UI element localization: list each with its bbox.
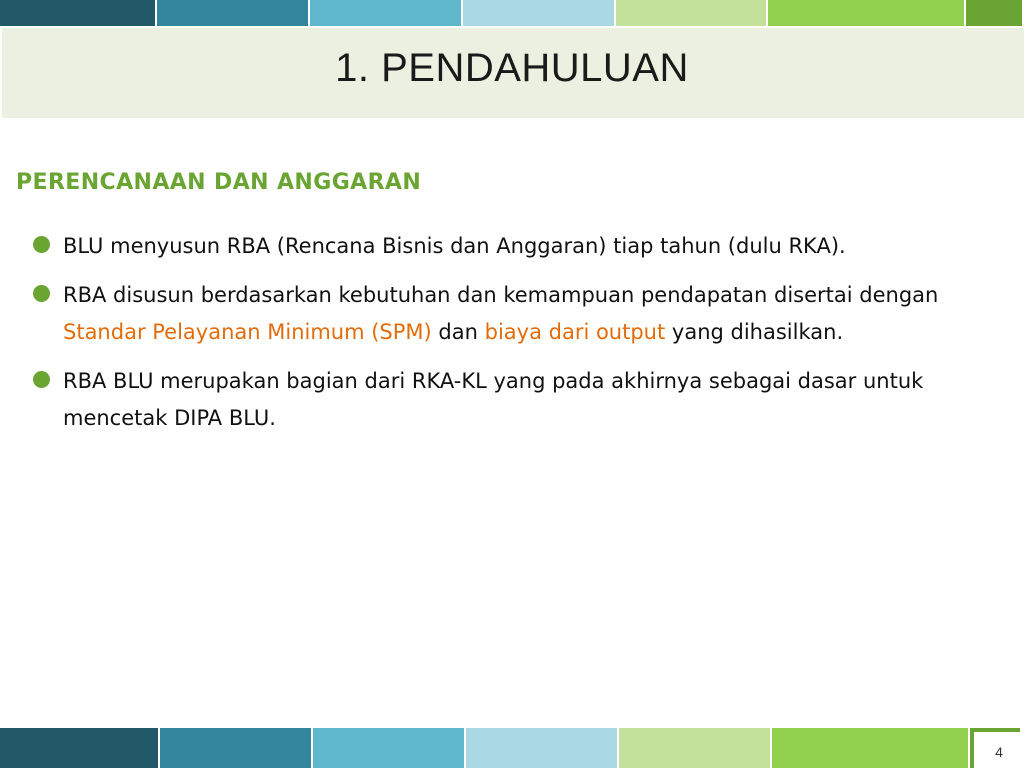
highlight-output-cost: biaya dari output [484, 320, 666, 344]
band-segment [616, 0, 766, 26]
bullet-item [32, 277, 962, 351]
bullet-item [32, 228, 962, 265]
bullet-list [32, 228, 962, 449]
band-segment [466, 728, 617, 768]
band-segment [768, 0, 964, 26]
bullet-text: yang dihasilkan. [665, 320, 844, 344]
band-segment [0, 0, 155, 26]
bullet-text: RBA BLU merupakan bagian dari RKA-KL yang pada akhirnya sebagai dasar untuk mencetak DIPA BLU. [63, 369, 924, 430]
bullet-text: dan [431, 320, 485, 344]
band-segment [160, 728, 311, 768]
band-segment [310, 0, 461, 26]
section-heading: PERENCANAAN DAN ANGGARAN [16, 170, 422, 195]
band-segment [772, 728, 968, 768]
band-segment [0, 728, 158, 768]
band-segment [313, 728, 464, 768]
bullet-dot-icon [33, 236, 50, 253]
top-color-band [0, 0, 1024, 26]
highlight-spm: Standar Pelayanan Minimum (SPM) [63, 320, 432, 344]
bullet-item [32, 363, 962, 437]
bullet-text: BLU menyusun RBA (Rencana Bisnis dan Anggaran) tiap tahun (dulu RKA). [63, 234, 846, 258]
page-number: 4 [974, 732, 1024, 768]
bullet-text: RBA disusun berdasarkan kebutuhan dan kemampuan pendapatan disertai dengan [63, 283, 939, 307]
band-segment [157, 0, 308, 26]
slide-title: 1. PENDAHULUAN [335, 46, 689, 90]
band-segment [966, 0, 1022, 26]
band-segment [463, 0, 614, 26]
band-segment [619, 728, 770, 768]
bullet-dot-icon [33, 371, 50, 388]
bottom-color-band [0, 728, 1024, 768]
bullet-dot-icon [33, 285, 50, 302]
